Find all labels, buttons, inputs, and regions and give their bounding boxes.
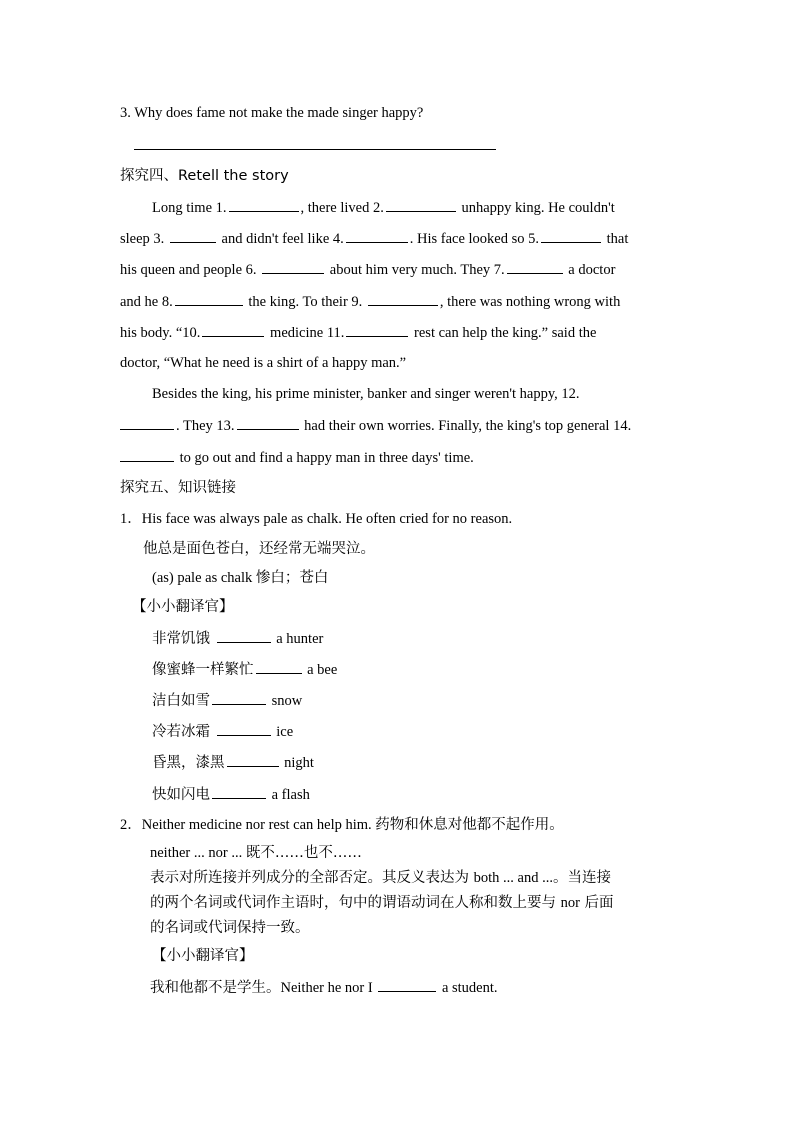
exercise-2: 像蜜蜂一样繁忙 a bee (152, 662, 338, 678)
story-line-7: Besides the king, his prime minister, banker and singer weren't happy, 12. (152, 386, 580, 402)
blank-1[interactable] (229, 198, 299, 212)
story-line-9: to go out and find a happy man in three days' time. (120, 448, 474, 467)
item-2-exercise: 我和他都不是学生。Neither he nor I a student. (150, 980, 498, 996)
exercise-6: 快如闪电 a flash (152, 787, 310, 803)
exercise-blank[interactable] (217, 722, 271, 736)
blank-5[interactable] (541, 229, 601, 243)
item-1-translation: 他总是面色苍白，还经常无端哭泣。 (143, 541, 375, 557)
blank-3[interactable] (170, 229, 216, 243)
exercise-blank[interactable] (212, 691, 266, 705)
blank-8[interactable] (175, 292, 243, 306)
exercise-1: 非常饥饿 a hunter (152, 631, 324, 647)
item-1-phrase: (as) pale as chalk 惨白；苍白 (152, 570, 329, 586)
blank-14[interactable] (120, 448, 174, 462)
item-2-sentence: 2．Neither medicine nor rest can help him. 药物和休息对他都不起作用。 (120, 817, 564, 833)
blank-9[interactable] (368, 292, 438, 306)
blank-12[interactable] (120, 416, 174, 430)
item-1-sentence: 1．His face was always pale as chalk. He often cried for no reason. (120, 511, 513, 527)
blank-10[interactable] (202, 323, 264, 337)
item-2-pattern: neither ... nor ... 既不……也不…… (150, 845, 362, 861)
story-line-6: doctor, “What he need is a shirt of a happy man.” (120, 355, 407, 371)
item-2-explanation-3: 的名词或代词保持一致。 (150, 920, 310, 936)
exercise-5: 昏黑，漆黑 night (152, 755, 314, 771)
blank-6[interactable] (262, 260, 324, 274)
blank-7[interactable] (507, 260, 563, 274)
story-line-5: his body. “10. medicine 11. rest can help the king.” said the (120, 325, 597, 341)
item-2-explanation-1: 表示对所连接并列成分的全部否定。其反义表达为 both ... and ...。当连接 (150, 870, 611, 886)
translator-heading-2: 【小小翻译官】 (152, 948, 254, 964)
blank-2[interactable] (386, 198, 456, 212)
translator-heading-1: 【小小翻译官】 (132, 599, 234, 615)
story-line-2: sleep 3. and didn't feel like 4. . His face looked so 5. that (120, 231, 629, 247)
exercise-3: 洁白如雪 snow (152, 693, 303, 709)
story-line-3: his queen and people 6. about him very much. They 7. a doctor (120, 262, 616, 278)
exercise-blank[interactable] (256, 660, 302, 674)
item-2-explanation-2: 的两个名词或代词作主语时，句中的谓语动词在人称和数上要与 nor 后面 (150, 895, 614, 911)
blank-13[interactable] (237, 416, 299, 430)
question-3: 3. Why does fame not make the made singer happy? (120, 105, 424, 121)
story-line-4: and he 8. the king. To their 9. , there was nothing wrong with (120, 294, 621, 310)
exercise-blank[interactable] (378, 978, 436, 992)
blank-11[interactable] (346, 323, 408, 337)
blank-4[interactable] (346, 229, 408, 243)
exercise-4: 冷若冰霜 ice (152, 724, 294, 740)
exercise-blank[interactable] (217, 629, 271, 643)
answer-line (134, 149, 496, 150)
story-line-1: Long time 1. , there lived 2. unhappy king. He couldn't (152, 200, 615, 216)
story-line-8: . They 13. had their own worries. Finally, the king's top general 14. (120, 416, 631, 435)
section-4-title: 探究四、Retell the story (120, 168, 289, 184)
exercise-blank[interactable] (227, 753, 279, 767)
exercise-blank[interactable] (212, 785, 266, 799)
section-5-title: 探究五、知识链接 (120, 480, 236, 496)
